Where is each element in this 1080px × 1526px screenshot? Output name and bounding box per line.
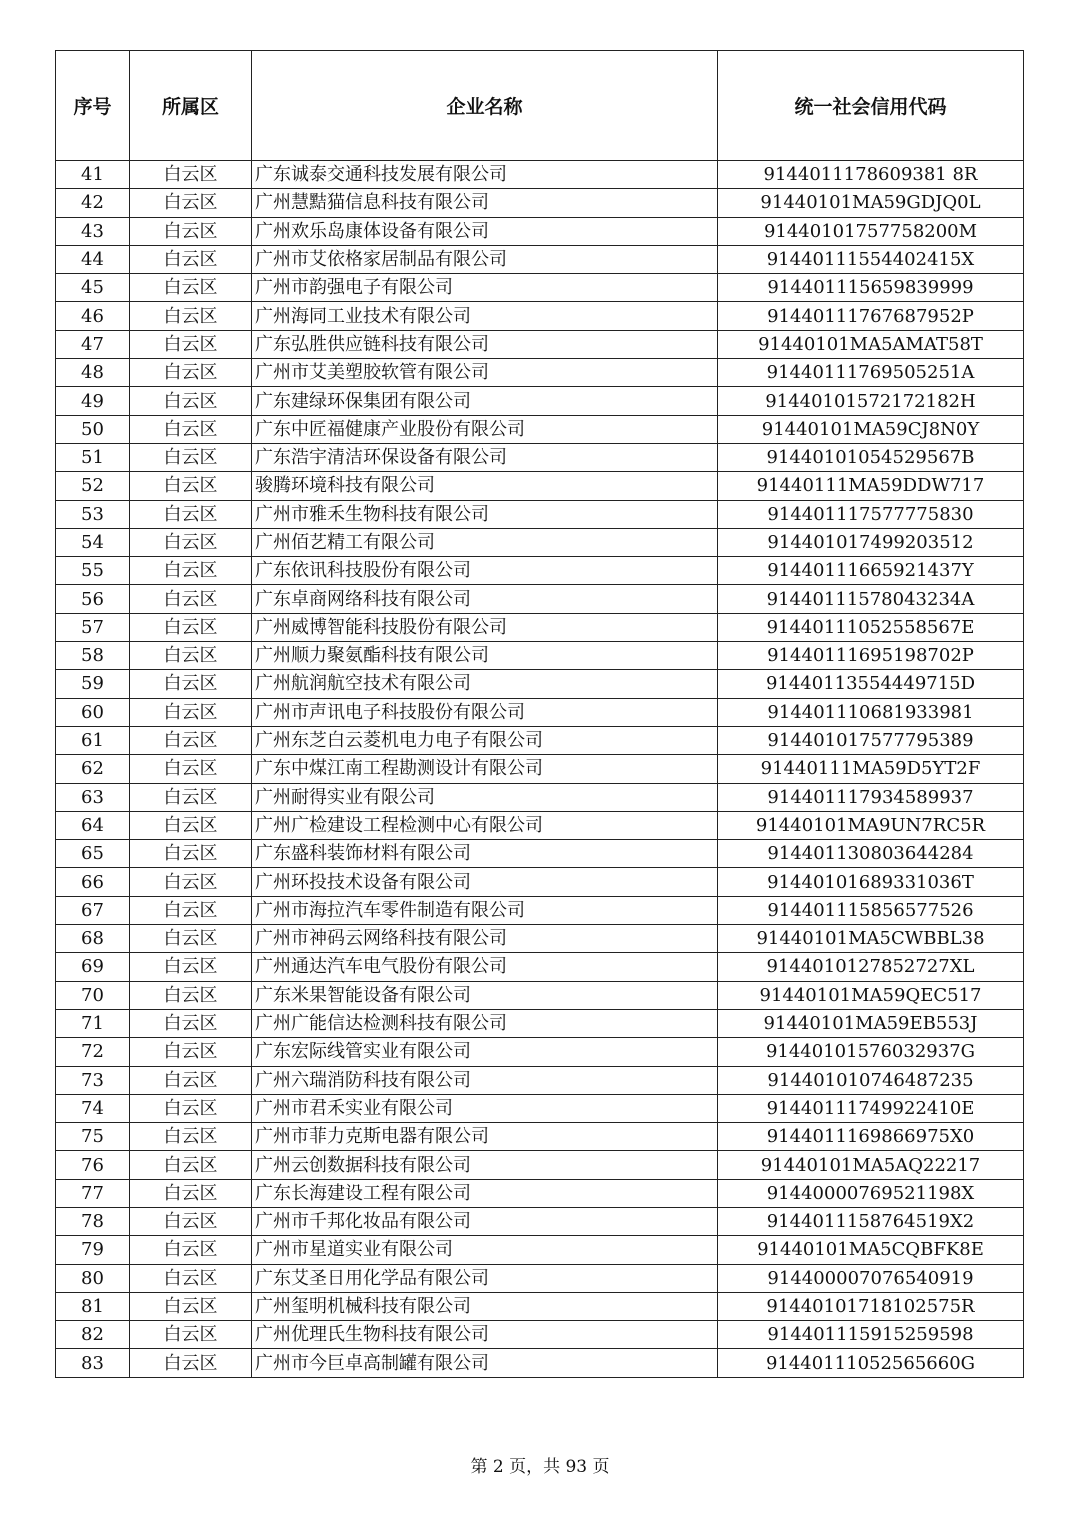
row-credit-code: 91440101718102575R (718, 1292, 1024, 1320)
row-credit-code: 91440111769505251A (718, 359, 1024, 387)
row-credit-code: 91440111749922410E (718, 1094, 1024, 1122)
row-seq: 62 (56, 755, 130, 783)
row-credit-code: 91440101MA59GDJQ0L (718, 189, 1024, 217)
row-seq: 63 (56, 783, 130, 811)
table-row (56, 274, 1024, 302)
row-seq: 41 (56, 161, 130, 189)
table-row (56, 1236, 1024, 1264)
row-company-name: 广东卓商网络科技有限公司 (252, 585, 718, 613)
table-row (56, 896, 1024, 924)
row-credit-code: 91440101576032937G (718, 1038, 1024, 1066)
row-credit-code: 91440101572172182H (718, 387, 1024, 415)
row-seq: 76 (56, 1151, 130, 1179)
row-district: 白云区 (130, 1038, 252, 1066)
row-company-name: 广州市艾美塑胶软管有限公司 (252, 359, 718, 387)
row-district: 白云区 (130, 500, 252, 528)
row-district: 白云区 (130, 1264, 252, 1292)
row-district: 白云区 (130, 1123, 252, 1151)
row-seq: 66 (56, 868, 130, 896)
row-district: 白云区 (130, 868, 252, 896)
row-company-name: 广州优理氏生物科技有限公司 (252, 1321, 718, 1349)
row-district: 白云区 (130, 981, 252, 1009)
row-seq: 48 (56, 359, 130, 387)
row-seq: 82 (56, 1321, 130, 1349)
table-row (56, 726, 1024, 754)
row-company-name: 广州环投技术设备有限公司 (252, 868, 718, 896)
row-credit-code: 91440111052565660G (718, 1349, 1024, 1377)
row-company-name: 广东诚泰交通科技发展有限公司 (252, 161, 718, 189)
row-credit-code: 91440101054529567B (718, 443, 1024, 471)
row-district: 白云区 (130, 161, 252, 189)
row-seq: 55 (56, 557, 130, 585)
row-company-name: 广东米果智能设备有限公司 (252, 981, 718, 1009)
row-credit-code: 91440111665921437Y (718, 557, 1024, 585)
row-company-name: 广州六瑞消防科技有限公司 (252, 1066, 718, 1094)
row-district: 白云区 (130, 811, 252, 839)
table-row (56, 415, 1024, 443)
row-district: 白云区 (130, 217, 252, 245)
row-company-name: 广州云创数据科技有限公司 (252, 1151, 718, 1179)
table-row (56, 670, 1024, 698)
row-company-name: 广州广检建设工程检测中心有限公司 (252, 811, 718, 839)
table-row (56, 1123, 1024, 1151)
row-company-name: 广州市艾依格家居制品有限公司 (252, 245, 718, 273)
table-row (56, 302, 1024, 330)
row-company-name: 广州市声讯电子科技股份有限公司 (252, 698, 718, 726)
row-credit-code: 91440101MA5CWBBL38 (718, 925, 1024, 953)
row-district: 白云区 (130, 1066, 252, 1094)
row-company-name: 广东宏际线管实业有限公司 (252, 1038, 718, 1066)
row-seq: 50 (56, 415, 130, 443)
table-row (56, 783, 1024, 811)
row-seq: 44 (56, 245, 130, 273)
row-company-name: 广东依讯科技股份有限公司 (252, 557, 718, 585)
row-district: 白云区 (130, 330, 252, 358)
row-seq: 69 (56, 953, 130, 981)
row-seq: 57 (56, 613, 130, 641)
row-seq: 79 (56, 1236, 130, 1264)
row-district: 白云区 (130, 1349, 252, 1377)
table-row (56, 161, 1024, 189)
row-district: 白云区 (130, 1236, 252, 1264)
company-table (55, 50, 1024, 1378)
row-district: 白云区 (130, 755, 252, 783)
table-body (56, 161, 1024, 1378)
row-district: 白云区 (130, 274, 252, 302)
row-credit-code: 91440111695198702P (718, 642, 1024, 670)
row-district: 白云区 (130, 245, 252, 273)
row-company-name: 广州市今巨卓高制罐有限公司 (252, 1349, 718, 1377)
table-row (56, 217, 1024, 245)
table-row (56, 613, 1024, 641)
row-credit-code: 914401115856577526 (718, 896, 1024, 924)
header-seq: 序号 (56, 51, 130, 161)
row-company-name: 广州市海拉汽车零件制造有限公司 (252, 896, 718, 924)
table-row (56, 387, 1024, 415)
row-seq: 46 (56, 302, 130, 330)
row-seq: 52 (56, 472, 130, 500)
row-district: 白云区 (130, 302, 252, 330)
row-seq: 67 (56, 896, 130, 924)
row-credit-code: 91440111767687952P (718, 302, 1024, 330)
table-row (56, 868, 1024, 896)
row-seq: 51 (56, 443, 130, 471)
row-district: 白云区 (130, 528, 252, 556)
row-company-name: 广东中匠福健康产业股份有限公司 (252, 415, 718, 443)
row-company-name: 广州市千邦化妆品有限公司 (252, 1207, 718, 1235)
row-company-name: 广州市星道实业有限公司 (252, 1236, 718, 1264)
row-district: 白云区 (130, 359, 252, 387)
row-district: 白云区 (130, 642, 252, 670)
row-seq: 58 (56, 642, 130, 670)
row-company-name: 广州顺力聚氨酯科技有限公司 (252, 642, 718, 670)
row-credit-code: 91440111554402415X (718, 245, 1024, 273)
row-seq: 78 (56, 1207, 130, 1235)
row-district: 白云区 (130, 1009, 252, 1037)
row-credit-code: 9144011169866975X0 (718, 1123, 1024, 1151)
table-row (56, 1264, 1024, 1292)
row-company-name: 广州广能信达检测科技有限公司 (252, 1009, 718, 1037)
row-company-name: 广东中煤江南工程勘测设计有限公司 (252, 755, 718, 783)
row-seq: 65 (56, 840, 130, 868)
row-credit-code: 91440101MA5CQBFK8E (718, 1236, 1024, 1264)
row-credit-code: 91440000769521198X (718, 1179, 1024, 1207)
table-row (56, 1009, 1024, 1037)
row-credit-code: 91440101MA59QEC517 (718, 981, 1024, 1009)
row-district: 白云区 (130, 1094, 252, 1122)
table-row (56, 189, 1024, 217)
row-seq: 70 (56, 981, 130, 1009)
row-credit-code: 91440111MA59D5YT2F (718, 755, 1024, 783)
row-credit-code: 914401110681933981 (718, 698, 1024, 726)
table-row (56, 1292, 1024, 1320)
row-company-name: 广州市雅禾生物科技有限公司 (252, 500, 718, 528)
row-district: 白云区 (130, 1292, 252, 1320)
row-seq: 73 (56, 1066, 130, 1094)
row-credit-code: 91440101689331036T (718, 868, 1024, 896)
row-credit-code: 91440101MA59CJ8N0Y (718, 415, 1024, 443)
row-credit-code: 9144010127852727XL (718, 953, 1024, 981)
row-company-name: 广东艾圣日用化学品有限公司 (252, 1264, 718, 1292)
row-credit-code: 91440111578043234A (718, 585, 1024, 613)
table-row (56, 528, 1024, 556)
row-credit-code: 914401117934589937 (718, 783, 1024, 811)
table-row (56, 1151, 1024, 1179)
table-row (56, 755, 1024, 783)
page-footer: 第 2 页，共 93 页 (470, 1457, 610, 1477)
row-district: 白云区 (130, 1321, 252, 1349)
row-credit-code: 914401010746487235 (718, 1066, 1024, 1094)
table-row (56, 330, 1024, 358)
row-district: 白云区 (130, 613, 252, 641)
row-seq: 45 (56, 274, 130, 302)
row-company-name: 广州威博智能科技股份有限公司 (252, 613, 718, 641)
row-seq: 47 (56, 330, 130, 358)
table-row (56, 1094, 1024, 1122)
row-company-name: 广东建绿环保集团有限公司 (252, 387, 718, 415)
row-district: 白云区 (130, 840, 252, 868)
row-company-name: 广东弘胜供应链科技有限公司 (252, 330, 718, 358)
row-credit-code: 914401130803644284 (718, 840, 1024, 868)
row-company-name: 广州航润航空技术有限公司 (252, 670, 718, 698)
row-seq: 80 (56, 1264, 130, 1292)
table-row (56, 953, 1024, 981)
row-seq: 61 (56, 726, 130, 754)
row-district: 白云区 (130, 415, 252, 443)
row-credit-code: 914400007076540919 (718, 1264, 1024, 1292)
row-district: 白云区 (130, 585, 252, 613)
row-seq: 59 (56, 670, 130, 698)
row-credit-code: 914401017499203512 (718, 528, 1024, 556)
row-company-name: 骏腾环境科技有限公司 (252, 472, 718, 500)
row-company-name: 广东长海建设工程有限公司 (252, 1179, 718, 1207)
row-seq: 74 (56, 1094, 130, 1122)
row-credit-code: 91440101757758200M (718, 217, 1024, 245)
row-company-name: 广东盛科装饰材料有限公司 (252, 840, 718, 868)
table-row (56, 443, 1024, 471)
row-company-name: 广州市神码云网络科技有限公司 (252, 925, 718, 953)
table-row (56, 1349, 1024, 1377)
table-row (56, 1207, 1024, 1235)
row-district: 白云区 (130, 189, 252, 217)
row-credit-code: 9144011158764519X2 (718, 1207, 1024, 1235)
row-district: 白云区 (130, 953, 252, 981)
table-row (56, 698, 1024, 726)
row-district: 白云区 (130, 443, 252, 471)
table-row (56, 981, 1024, 1009)
header-row (56, 51, 1024, 161)
table-row (56, 1179, 1024, 1207)
row-credit-code: 91440101MA59EB553J (718, 1009, 1024, 1037)
row-company-name: 广州市君禾实业有限公司 (252, 1094, 718, 1122)
row-seq: 81 (56, 1292, 130, 1320)
row-district: 白云区 (130, 896, 252, 924)
table-row (56, 840, 1024, 868)
row-seq: 77 (56, 1179, 130, 1207)
row-seq: 60 (56, 698, 130, 726)
row-seq: 42 (56, 189, 130, 217)
row-company-name: 广州东芝白云菱机电力电子有限公司 (252, 726, 718, 754)
header-credit-code: 统一社会信用代码 (718, 51, 1024, 161)
row-district: 白云区 (130, 698, 252, 726)
row-credit-code: 91440101MA5AQ22217 (718, 1151, 1024, 1179)
row-seq: 53 (56, 500, 130, 528)
table-row (56, 500, 1024, 528)
table-row (56, 925, 1024, 953)
table-row (56, 642, 1024, 670)
table-row (56, 1038, 1024, 1066)
table-row (56, 1066, 1024, 1094)
row-seq: 83 (56, 1349, 130, 1377)
row-company-name: 广州海同工业技术有限公司 (252, 302, 718, 330)
row-credit-code: 914401117577775830 (718, 500, 1024, 528)
row-credit-code: 91440111052558567E (718, 613, 1024, 641)
row-district: 白云区 (130, 1179, 252, 1207)
table-row (56, 359, 1024, 387)
table-row (56, 472, 1024, 500)
row-credit-code: 91440101MA9UN7RC5R (718, 811, 1024, 839)
row-seq: 56 (56, 585, 130, 613)
header-district: 所属区 (130, 51, 252, 161)
row-company-name: 广州通达汽车电气股份有限公司 (252, 953, 718, 981)
row-district: 白云区 (130, 387, 252, 415)
row-district: 白云区 (130, 557, 252, 585)
table-header (56, 51, 1024, 161)
row-district: 白云区 (130, 925, 252, 953)
row-seq: 64 (56, 811, 130, 839)
row-credit-code: 91440111MA59DDW717 (718, 472, 1024, 500)
row-district: 白云区 (130, 783, 252, 811)
table-row (56, 557, 1024, 585)
row-district: 白云区 (130, 726, 252, 754)
row-seq: 72 (56, 1038, 130, 1066)
row-company-name: 广州市菲力克斯电器有限公司 (252, 1123, 718, 1151)
row-seq: 49 (56, 387, 130, 415)
row-company-name: 广州欢乐岛康体设备有限公司 (252, 217, 718, 245)
row-seq: 54 (56, 528, 130, 556)
row-credit-code: 914401017577795389 (718, 726, 1024, 754)
row-company-name: 广州市韵强电子有限公司 (252, 274, 718, 302)
row-company-name: 广州佰艺精工有限公司 (252, 528, 718, 556)
row-seq: 43 (56, 217, 130, 245)
table-row (56, 245, 1024, 273)
row-credit-code: 914401115659839999 (718, 274, 1024, 302)
row-district: 白云区 (130, 670, 252, 698)
table-row (56, 585, 1024, 613)
row-company-name: 广州耐得实业有限公司 (252, 783, 718, 811)
row-seq: 71 (56, 1009, 130, 1037)
row-company-name: 广州玺明机械科技有限公司 (252, 1292, 718, 1320)
row-credit-code: 9144011178609381 8R (718, 161, 1024, 189)
row-district: 白云区 (130, 472, 252, 500)
row-company-name: 广东浩宇清洁环保设备有限公司 (252, 443, 718, 471)
row-credit-code: 91440101MA5AMAT58T (718, 330, 1024, 358)
row-seq: 75 (56, 1123, 130, 1151)
row-seq: 68 (56, 925, 130, 953)
table-row (56, 1321, 1024, 1349)
row-credit-code: 91440113554449715D (718, 670, 1024, 698)
table-row (56, 811, 1024, 839)
row-company-name: 广州慧黠猫信息科技有限公司 (252, 189, 718, 217)
row-district: 白云区 (130, 1151, 252, 1179)
row-credit-code: 914401115915259598 (718, 1321, 1024, 1349)
header-company: 企业名称 (252, 51, 718, 161)
row-district: 白云区 (130, 1207, 252, 1235)
